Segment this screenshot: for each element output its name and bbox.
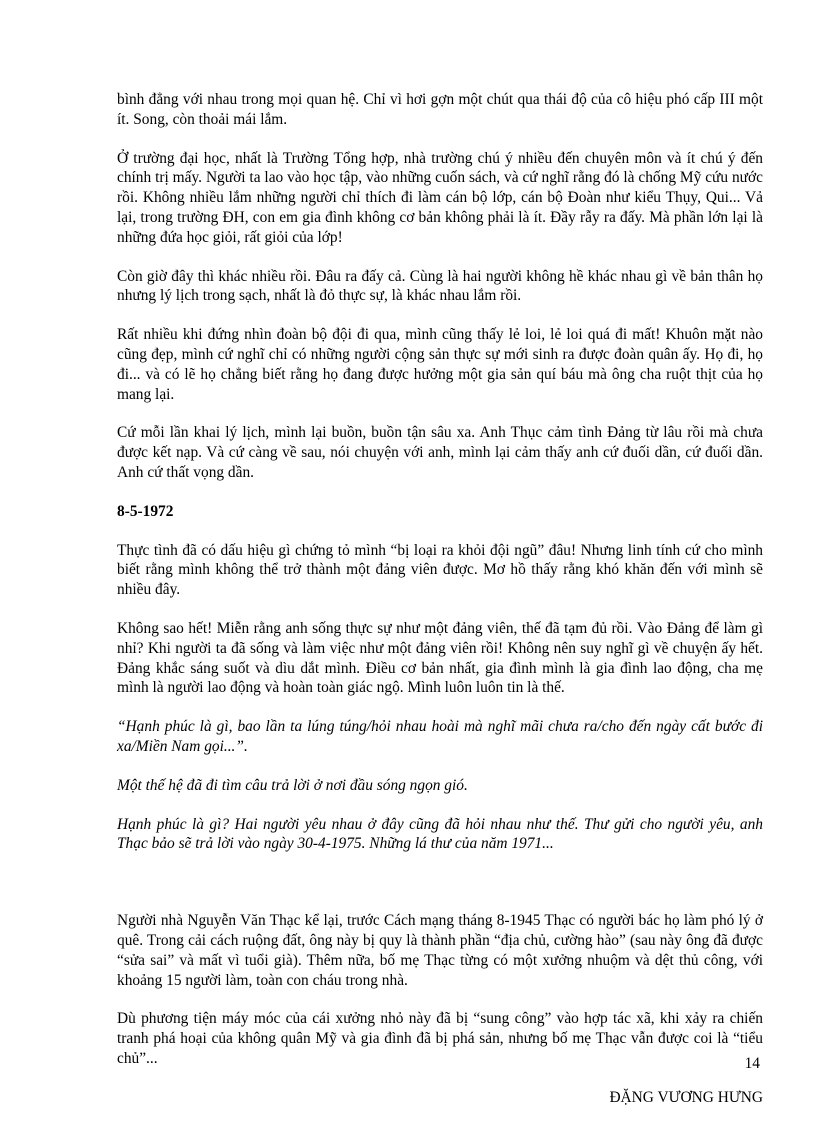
paragraph: Người nhà Nguyễn Văn Thạc kể lại, trước Cách mạng tháng 8-1945 Thạc có người bác họ làm phó lý ở quê. Trong cải cách ruộng đất, ông này bị quy là thành phần “địa chủ, cường hào” (sau này ông đã được “sửa sai” và mất vì tuổi già). Thêm nữa, bố mẹ Thạc từng có một xưởng nhuộm và dệt thủ công, với khoảng 15 người làm, toàn con cháu trong nhà. [117, 912, 763, 989]
italic-paragraph: Hạnh phúc là gì? Hai người yêu nhau ở đây cũng đã hỏi nhau như thế. Thư gửi cho người yêu, anh Thạc bảo sẽ trả lời vào ngày 30-4-1975. Những lá thư của năm 1971... [117, 815, 763, 853]
paragraph: Cứ mỗi lần khai lý lịch, mình lại buồn, buồn tận sâu xa. Anh Thục cảm tình Đảng từ lâu rồi mà chưa được kết nạp. Và cứ càng về sau, nói chuyện với anh, mình lại cảm thấy anh cứ đuối dần, cứ đuối dần. Anh cứ thất vọng dần. [117, 424, 763, 481]
paragraph: Thực tình đã có dấu hiệu gì chứng tỏ mình “bị loại ra khỏi đội ngũ” đâu! Nhưng linh tính cứ cho mình biết rằng mình không thể trở thành một đảng viên được. Mơ hồ thấy rằng khó khăn đến với mình sẽ nhiều đây. [117, 541, 763, 599]
paragraph: Ở trường đại học, nhất là Trường Tổng hợp, nhà trường chú ý nhiều đến chuyên môn và ít chú ý đến chính trị mấy. Người ta lao vào học tập, vào những cuốn sách, và cứ nghĩ rằng đó là chống Mỹ cứu nước rồi. Không nhiều lắm những người chỉ thích đi làm cán bộ lớp, cán bộ Đoàn như kiểu Thụy, Qui... Vả lại, trong trường ĐH, con em gia đình không cơ bản không phải là ít. Đầy rẫy ra đấy. Mà phần lớn lại là những đứa học giỏi, rất giỏi của lớp! [117, 149, 763, 246]
author-signature: ĐẶNG VƯƠNG HƯNG [609, 1088, 763, 1106]
paragraph: Dù phương tiện máy móc của cái xưởng nhỏ này đã bị “sung công” vào hợp tác xã, khi xảy ra chiến tranh phá hoại của không quân Mỹ và gia đình đã bị phá sản, nhưng bố mẹ Thạc vẫn được coi là “tiểu chủ”... [117, 1010, 763, 1067]
date-heading: 8-5-1972 [117, 502, 174, 520]
document-body [117, 90, 763, 1133]
section-gap [117, 873, 763, 911]
italic-paragraph: Một thế hệ đã đi tìm câu trả lời ở nơi đầu sóng ngọn gió. [117, 776, 468, 794]
italic-quote: “Hạnh phúc là gì, bao lần ta lúng túng/hỏi nhau hoài mà nghĩ mãi chưa ra/cho đến ngày cất bước đi xa/Miền Nam gọi...”. [117, 718, 763, 755]
page-number: 14 [744, 1055, 760, 1072]
paragraph: Không sao hết! Miễn rằng anh sống thực sự như một đảng viên, thế đã tạm đủ rồi. Vào Đảng để làm gì nhỉ? Khi người ta đã sống và làm việc như một đảng viên rồi! Không nên suy nghĩ gì về chuyện ấy hết. Đảng khắc sáng suốt và dìu dắt mình. Điều cơ bản nhất, gia đình mình là gia đình lao động, cha mẹ mình là người lao động và hoàn toàn giác ngộ. Mình luôn luôn tin là thế. [117, 619, 763, 697]
paragraph: Rất nhiều khi đứng nhìn đoàn bộ đội đi qua, mình cũng thấy lẻ loi, lẻ loi quá đi mất! Khuôn mặt nào cũng đẹp, mình cứ nghĩ chỉ có những người cộng sản thực sự mới sinh ra được đoàn quân ấy. Họ đi, họ đi... và có lẽ họ chẳng biết rằng họ đang được hưởng một gia sản quí báu mà ông cha ruột thịt của họ mang lại. [117, 326, 763, 403]
paragraph: Còn giờ đây thì khác nhiều rồi. Đâu ra đấy cả. Cùng là hai người không hề khác nhau gì về bản thân họ nhưng lý lịch trong sạch, nhất là đỏ thực sự, là khác nhau lắm rồi. [117, 267, 763, 305]
paragraph: bình đẳng với nhau trong mọi quan hệ. Chỉ vì hơi gợn một chút qua thái độ của cô hiệu phó cấp III một ít. Song, còn thoải mái lắm. [117, 91, 763, 128]
